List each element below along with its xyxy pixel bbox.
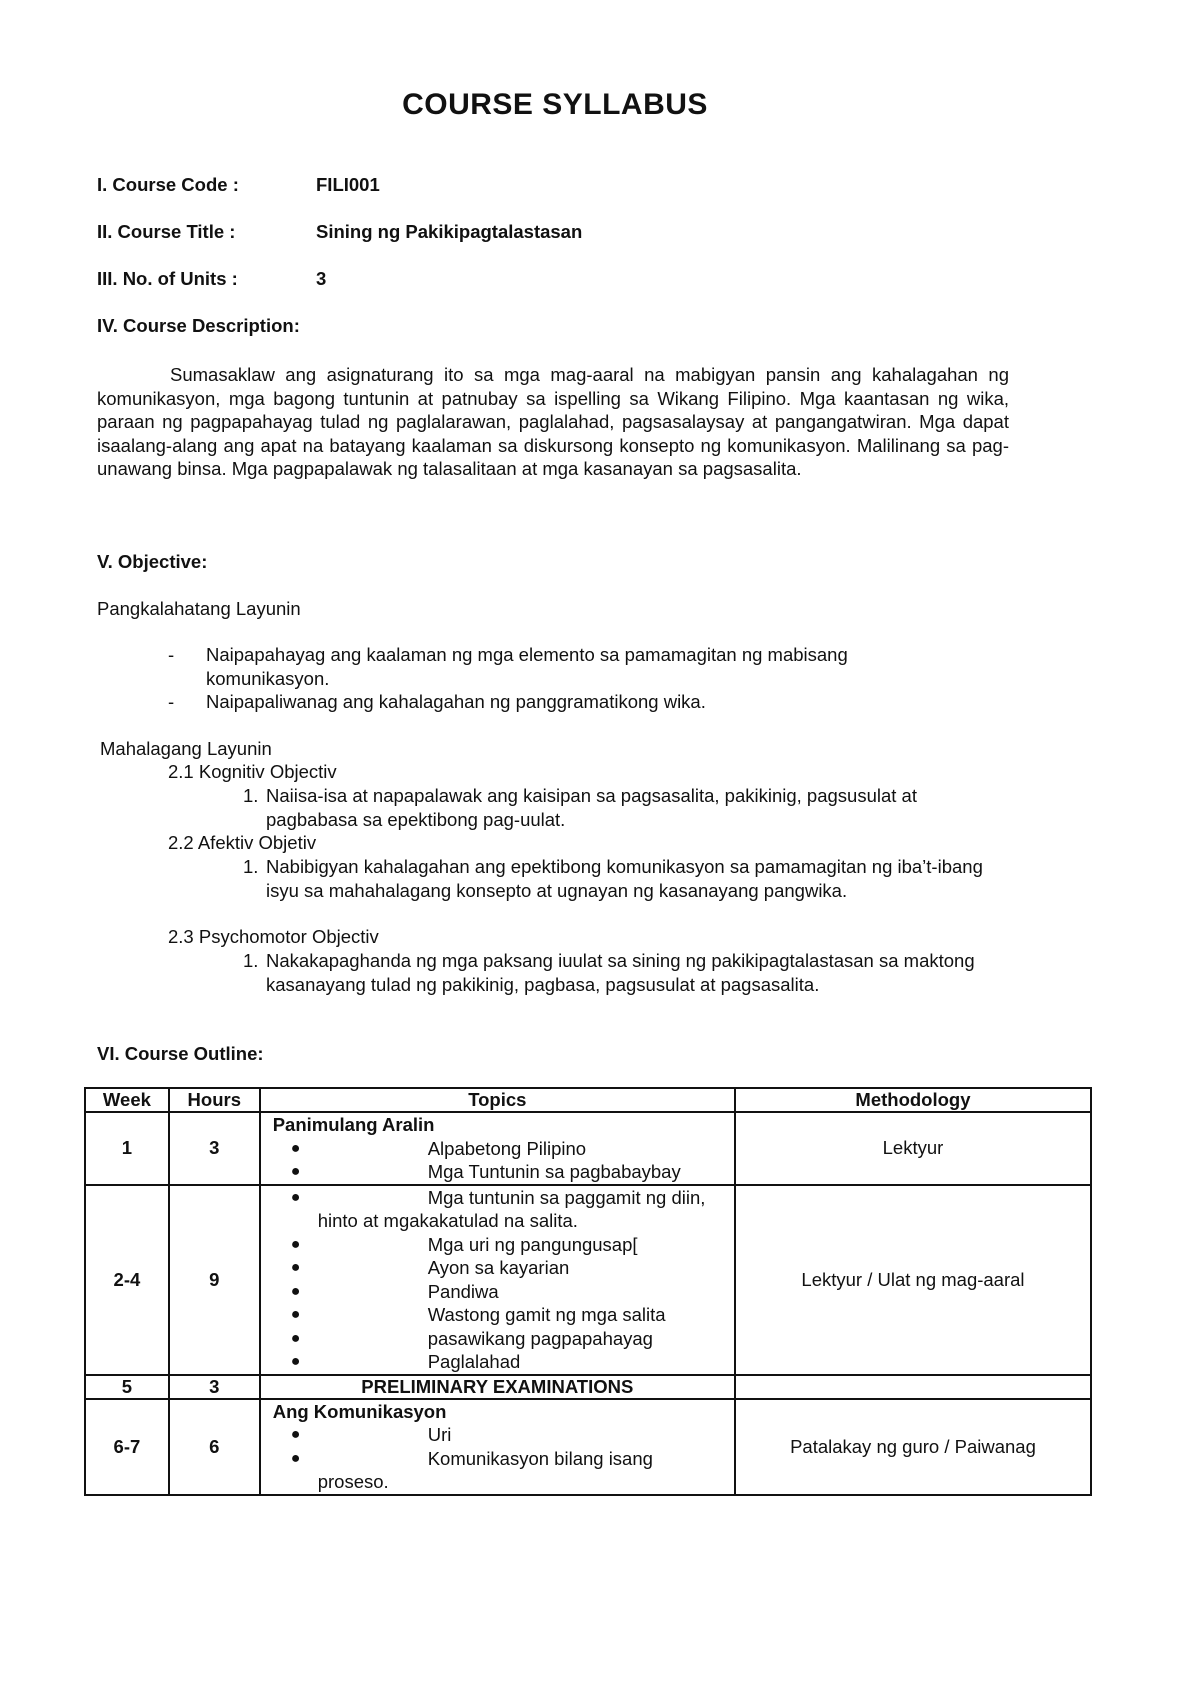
general-objective-text: Naipapahayag ang kaalaman ng mga elemento sa pamamagitan ng mabisang komunikasyon. [206, 644, 848, 689]
bullet-icon: ● [290, 1353, 301, 1370]
topic-text: Alpabetong Pilipino [427, 1137, 587, 1159]
table-row [85, 1185, 1091, 1375]
dash-marker: - [168, 644, 175, 665]
list-item [273, 1160, 734, 1184]
course-title-label: II. Course Title : [97, 221, 236, 242]
description-heading: IV. Course Description: [97, 315, 300, 336]
units-field [97, 268, 327, 290]
topic-title: Ang Komunikasyon [272, 1400, 447, 1422]
psychomotor-label: 2.3 Psychomotor Objectiv [168, 926, 379, 947]
bullet-icon: ● [290, 1282, 301, 1300]
topics-cell: PRELIMINARY EXAMINATIONS [260, 1375, 735, 1399]
topics-cell [260, 1185, 735, 1375]
topics-cell [260, 1112, 735, 1185]
table-header-row [85, 1088, 1091, 1112]
week-cell: 6-7 [85, 1399, 169, 1495]
bullet-icon: ● [290, 1259, 301, 1276]
topic-text: Paglalahad [427, 1351, 521, 1372]
week-cell: 5 [85, 1375, 169, 1399]
topic-title: Panimulang Aralin [272, 1114, 435, 1135]
hours-cell: 6 [169, 1399, 260, 1495]
hours-cell: 3 [169, 1375, 260, 1399]
hours-cell: 3 [169, 1112, 260, 1185]
description-text: Sumasaklaw ang asignaturang ito sa mga mag-aaral na mabigyan pansin ang kahalagahan ng komunikasyon, mga bagong tuntunin at patnubay sa ispelling sa Wikang Filipino. Mga kaantasan ng wika, paraan ng pagpapahayag tulad ng paglalarawan, paglalahad, pagsasalaysay at pangangatwiran. Mga dapat isaalang-alang ang apat na batayang kaalaman sa diskursong konsepto ng komunikasyon. Malilinang sa pag-unawang binsa. Mga pagpapalawak ng talasalitaan at mga kasanayan sa pagsasalita. [97, 364, 1009, 479]
topic-text: Pandiwa [427, 1280, 499, 1302]
objective-heading: V. Objective: [97, 551, 208, 572]
list-item [273, 1256, 734, 1280]
topic-text: pasawikang pagpapahayag [427, 1327, 653, 1349]
topic-text: Mga uri ng pangungusap[ [427, 1233, 638, 1255]
item-number: 1. [243, 785, 259, 806]
list-item [273, 1350, 734, 1374]
bullet-icon: ● [290, 1163, 301, 1180]
list-item [273, 1186, 734, 1210]
specific-objective-label: Mahalagang Layunin [100, 738, 272, 759]
list-item [168, 690, 968, 714]
bullet-icon: ● [290, 1139, 301, 1157]
topic-text: Uri [427, 1424, 452, 1445]
cognitive-item [243, 784, 1003, 831]
list-item [273, 1280, 734, 1304]
methodology-cell: Lektyur [735, 1112, 1091, 1185]
list-item [168, 643, 968, 690]
header-topics: Topics [260, 1088, 735, 1112]
bullet-icon: ● [290, 1449, 301, 1467]
page-title: COURSE SYLLABUS [402, 88, 708, 121]
general-objective-list [168, 643, 968, 714]
list-item [273, 1423, 734, 1447]
bullet-icon: ● [290, 1426, 301, 1443]
methodology-cell [735, 1375, 1091, 1399]
topic-text: Ayon sa kayarian [427, 1257, 570, 1278]
table-row [85, 1399, 1091, 1495]
general-objective-label: Pangkalahatang Layunin [97, 598, 301, 619]
course-title-field [97, 221, 583, 243]
list-item [273, 1447, 734, 1471]
course-code-value: FILI001 [316, 174, 380, 195]
course-code-label: I. Course Code : [97, 174, 239, 195]
affective-item [243, 855, 1003, 902]
item-number: 1. [243, 856, 259, 877]
header-week: Week [85, 1088, 169, 1112]
topic-continuation: proseso. [317, 1471, 389, 1492]
affective-text: Nabibigyan kahalagahan ang epektibong komunikasyon sa pamamagitan ng iba’t-ibang isyu sa mahahalagang konsepto at ugnayan ng kasanayang pangwika. [266, 856, 983, 901]
course-title-value: Sining ng Pakikipagtalastasan [316, 221, 583, 242]
course-outline-table [84, 1087, 1092, 1496]
topic-continuation: hinto at mgakakatulad na salita. [317, 1210, 578, 1231]
list-item [273, 1303, 734, 1327]
general-objective-text: Naipapaliwanag ang kahalagahan ng panggramatikong wika. [206, 691, 706, 712]
affective-label: 2.2 Afektiv Objetiv [168, 832, 317, 853]
list-item [273, 1137, 734, 1161]
cognitive-text: Naiisa-isa at napapalawak ang kaisipan sa pagsasalita, pakikinig, pagsusulat at pagbabasa sa epektibong pag-uulat. [266, 785, 917, 830]
units-label: III. No. of Units : [97, 268, 238, 289]
header-methodology: Methodology [735, 1088, 1091, 1112]
bullet-icon: ● [290, 1306, 301, 1323]
topics-cell [260, 1399, 735, 1495]
list-item [273, 1327, 734, 1351]
topic-text: Komunikasyon bilang isang [427, 1447, 653, 1469]
outline-heading: VI. Course Outline: [97, 1043, 264, 1064]
psychomotor-item [243, 949, 1003, 996]
list-item [273, 1233, 734, 1257]
course-code-field [97, 174, 380, 196]
item-number: 1. [243, 950, 259, 971]
topic-text: Mga tuntunin sa paggamit ng diin, [427, 1186, 706, 1208]
bullet-icon: ● [290, 1188, 301, 1206]
methodology-cell: Patalakay ng guro / Paiwanag [735, 1399, 1091, 1495]
bullet-icon: ● [290, 1235, 301, 1253]
cognitive-label: 2.1 Kognitiv Objectiv [168, 761, 337, 782]
bullet-icon: ● [290, 1329, 301, 1347]
psychomotor-text: Nakakapaghanda ng mga paksang iuulat sa sining ng pakikipagtalastasan sa maktong kasanayang tulad ng pakikinig, pagbasa, pagsusulat at pagsasalita. [266, 950, 975, 995]
table-row [85, 1112, 1091, 1185]
hours-cell: 9 [169, 1185, 260, 1375]
week-cell: 1 [85, 1112, 169, 1185]
table-row [85, 1375, 1091, 1399]
dash-marker: - [168, 691, 175, 712]
methodology-cell: Lektyur / Ulat ng mag-aaral [735, 1185, 1091, 1375]
units-value: 3 [316, 268, 327, 289]
topic-text: Mga Tuntunin sa pagbabaybay [427, 1161, 681, 1182]
header-hours: Hours [169, 1088, 260, 1112]
topic-text: Wastong gamit ng mga salita [427, 1304, 666, 1325]
week-cell: 2-4 [85, 1185, 169, 1375]
